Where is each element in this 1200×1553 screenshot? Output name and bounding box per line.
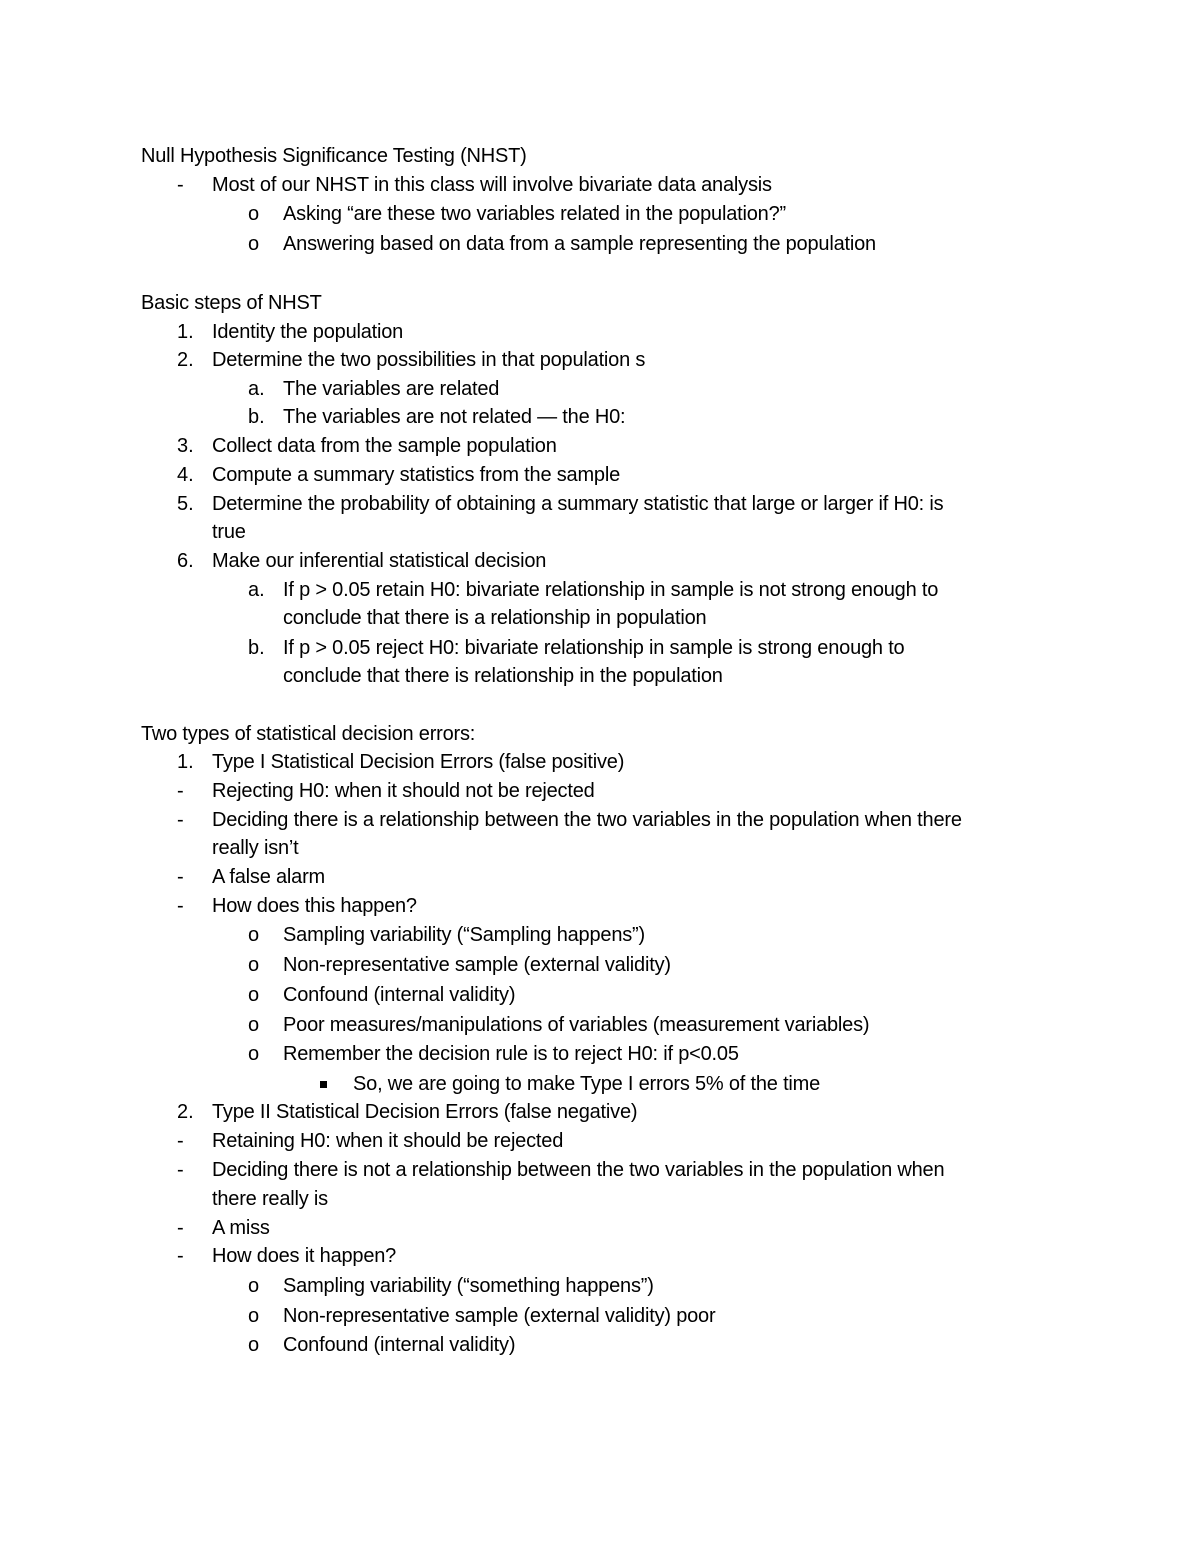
list-number: 4. — [177, 464, 194, 486]
list-item: Make our inferential statistical decision — [212, 550, 547, 572]
list-item: How does this happen? — [212, 895, 417, 917]
list-item: Confound (internal validity) — [283, 1334, 516, 1356]
list-item: Determine the two possibilities in that population s — [212, 349, 646, 371]
circle-bullet: o — [248, 1014, 260, 1036]
circle-bullet: o — [248, 924, 260, 946]
circle-bullet: o — [248, 233, 260, 255]
list-item-continuation: there really is — [212, 1188, 328, 1210]
dash-bullet: - — [177, 780, 184, 802]
list-item: Non-representative sample (external validity) — [283, 954, 671, 976]
list-item: Compute a summary statistics from the sample — [212, 464, 620, 486]
circle-bullet: o — [248, 1275, 260, 1297]
list-item: Deciding there is not a relationship between the two variables in the population when — [212, 1159, 945, 1181]
list-item-continuation: true — [212, 521, 246, 543]
list-item: Non-representative sample (external validity) poor — [283, 1305, 716, 1327]
list-letter: a. — [248, 378, 265, 400]
list-item: Asking “are these two variables related in the population?” — [283, 203, 786, 225]
list-number: 2. — [177, 349, 194, 371]
list-letter: a. — [248, 579, 265, 601]
dash-bullet: - — [177, 1130, 184, 1152]
list-letter: b. — [248, 406, 265, 428]
list-item: Remember the decision rule is to reject H0: if p<0.05 — [283, 1043, 739, 1065]
section-heading-nhst: Null Hypothesis Significance Testing (NHST) — [141, 145, 527, 167]
list-item: Determine the probability of obtaining a summary statistic that large or larger if H0: is — [212, 493, 944, 515]
list-item: Identity the population — [212, 321, 404, 343]
dash-bullet: - — [177, 174, 184, 196]
dash-bullet: - — [177, 1159, 184, 1181]
list-item: If p > 0.05 retain H0: bivariate relationship in sample is not strong enough to — [283, 579, 939, 601]
list-item: Most of our NHST in this class will involve bivariate data analysis — [212, 174, 772, 196]
list-item: So, we are going to make Type I errors 5% of the time — [353, 1073, 821, 1095]
list-item: Deciding there is a relationship between the two variables in the population when there — [212, 809, 962, 831]
list-number: 2. — [177, 1101, 194, 1123]
dash-bullet: - — [177, 1217, 184, 1239]
list-item: Rejecting H0: when it should not be rejected — [212, 780, 595, 802]
list-item: A false alarm — [212, 866, 326, 888]
list-number: 6. — [177, 550, 194, 572]
list-number: 3. — [177, 435, 194, 457]
dash-bullet: - — [177, 1245, 184, 1267]
list-item: How does it happen? — [212, 1245, 397, 1267]
section-heading-decision-errors: Two types of statistical decision errors: — [141, 723, 476, 745]
dash-bullet: - — [177, 866, 184, 888]
list-item: Confound (internal validity) — [283, 984, 516, 1006]
circle-bullet: o — [248, 984, 260, 1006]
list-item: A miss — [212, 1217, 270, 1239]
circle-bullet: o — [248, 1043, 260, 1065]
list-item-continuation: conclude that there is a relationship in population — [283, 607, 707, 629]
list-number: 5. — [177, 493, 194, 515]
dash-bullet: - — [177, 895, 184, 917]
list-item: Collect data from the sample population — [212, 435, 557, 457]
circle-bullet: o — [248, 954, 260, 976]
square-bullet-icon — [318, 1071, 332, 1097]
circle-bullet: o — [248, 1305, 260, 1327]
list-item: If p > 0.05 reject H0: bivariate relationship in sample is strong enough to — [283, 637, 905, 659]
list-item: Type I Statistical Decision Errors (false positive) — [212, 751, 625, 773]
list-item: Answering based on data from a sample representing the population — [283, 233, 876, 255]
list-number: 1. — [177, 321, 194, 343]
section-heading-basic-steps: Basic steps of NHST — [141, 292, 322, 314]
list-item: Sampling variability (“something happens”) — [283, 1275, 654, 1297]
list-item: Poor measures/manipulations of variables (measurement variables) — [283, 1014, 870, 1036]
list-letter: b. — [248, 637, 265, 659]
list-number: 1. — [177, 751, 194, 773]
list-item-continuation: conclude that there is relationship in the population — [283, 665, 723, 687]
dash-bullet: - — [177, 809, 184, 831]
circle-bullet: o — [248, 1334, 260, 1356]
list-item: Type II Statistical Decision Errors (false negative) — [212, 1101, 638, 1123]
list-item: The variables are related — [283, 378, 500, 400]
list-item: Retaining H0: when it should be rejected — [212, 1130, 564, 1152]
list-item: Sampling variability (“Sampling happens”) — [283, 924, 645, 946]
circle-bullet: o — [248, 203, 260, 225]
list-item: The variables are not related — the H0: — [283, 406, 626, 428]
list-item-continuation: really isn’t — [212, 837, 299, 859]
